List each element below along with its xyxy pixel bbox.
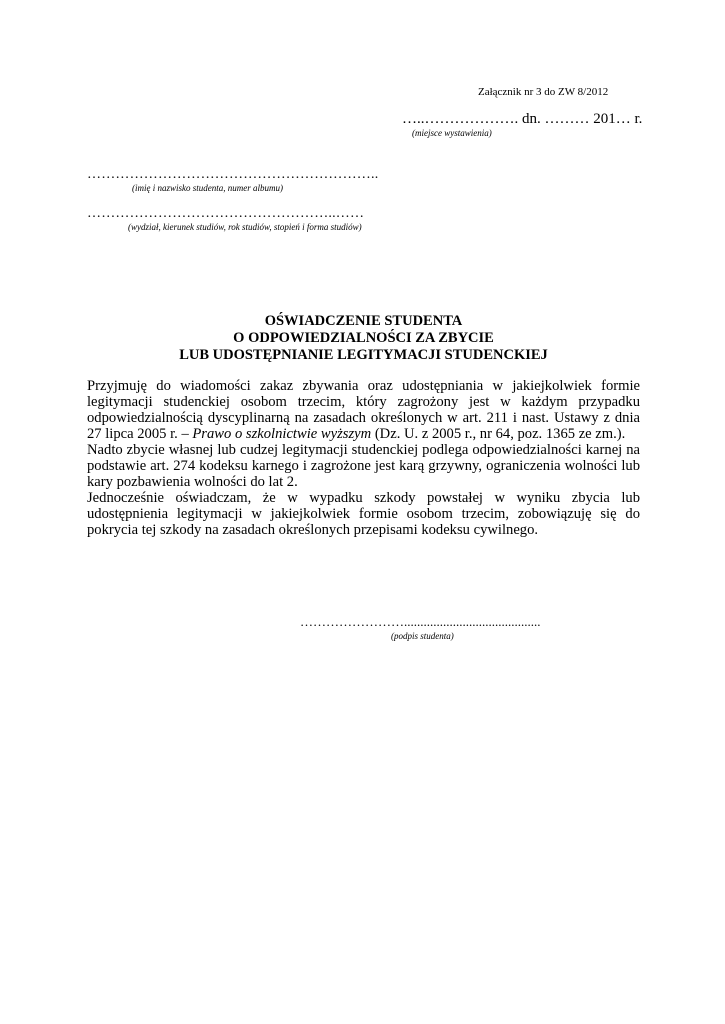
student-name-field: ……………………………………………………..	[87, 167, 379, 182]
act-title: Prawo o szkolnictwie wyższym	[192, 426, 372, 442]
faculty-field: ……………………………………………..……	[87, 206, 365, 221]
document-title-line3: LUB UDOSTĘPNIANIE LEGITYMACJI STUDENCKIEJ	[179, 347, 548, 363]
paragraph-1	[87, 378, 640, 442]
place-date-line: …..………………. dn. ……… 201… r.	[402, 111, 643, 127]
signature-caption: (podpis studenta)	[391, 631, 454, 641]
annex-label: Załącznik nr 3 do ZW 8/2012	[478, 86, 609, 98]
student-name-caption: (imię i nazwisko studenta, numer albumu)	[132, 183, 283, 193]
paragraph-3: Jednocześnie oświadczam, że w wypadku szkody powstałej w wyniku zbycia lub udostępnienia legitymacji w jakiejkolwiek formie osobom trzecim, zobowiązuję się do pokrycia tej szkody na zasadach określonych przepisami kodeksu cywilnego.	[87, 490, 640, 538]
paragraph-1-text: Przyjmuję do wiadomości zakaz zbywania oraz udostępniania w jakiejkolwiek formie legitymacji studenckiej osobom trzecim, który zagrożony jest w każdym przypadku odpowiedzialnością dyscyplinarną na zasadach określonych w art. 211 i nast. Ustawy z dnia 27 lipca 2005 r. –	[87, 378, 640, 442]
place-caption: (miejsce wystawienia)	[412, 128, 492, 138]
paragraph-2: Nadto zbycie własnej lub cudzej legitymacji studenckiej podlega odpowiedzialności karnej na podstawie art. 274 kodeksu karnego i zagrożone jest karą grzywny, ograniczenia wolności lub kary pozbawienia wolności do lat 2.	[87, 442, 640, 490]
paragraph-1-citation: (Dz. U. z 2005 r., nr 64, poz. 1365 ze zm.).	[371, 426, 626, 442]
document-title-line2: O ODPOWIEDZIALNOŚCI ZA ZBYCIE	[233, 330, 494, 346]
faculty-caption: (wydział, kierunek studiów, rok studiów, stopień i forma studiów)	[128, 222, 362, 232]
document-title-line1: OŚWIADCZENIE STUDENTA	[264, 313, 463, 329]
declaration-body	[87, 378, 640, 538]
signature-field: ……………………..........................................	[300, 614, 541, 629]
